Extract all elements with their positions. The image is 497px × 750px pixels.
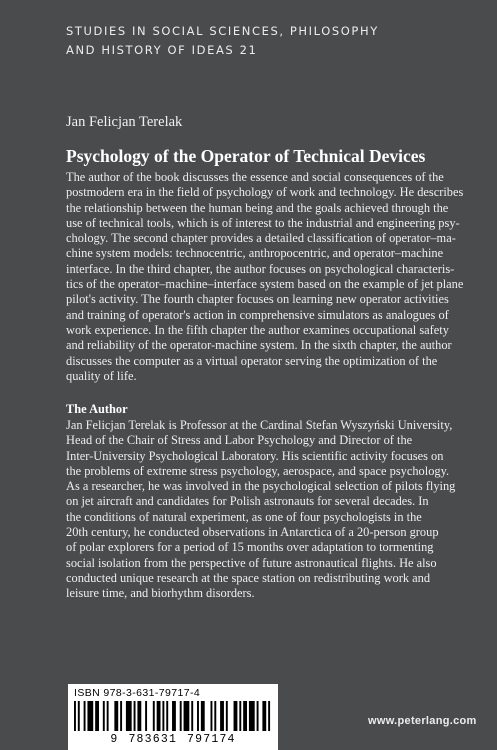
abstract-line: chine system models: technocentric, anthropocentric, and operator–machine <box>66 246 444 261</box>
barcode-bar <box>249 701 255 731</box>
barcode-bar <box>157 701 161 731</box>
barcode-bar <box>74 701 76 731</box>
barcode-bar <box>137 701 141 731</box>
barcode-bar <box>184 701 190 731</box>
isbn-barcode <box>68 684 278 750</box>
barcode-bar <box>257 701 259 731</box>
abstract <box>66 170 476 384</box>
barcode-bar <box>239 701 241 731</box>
barcode-bar <box>78 701 80 731</box>
author-name: Jan Felicjan Terelak <box>66 114 183 130</box>
series-title <box>66 22 466 60</box>
abstract-line: chology. The second chapter provides a detailed classification of operator–ma- <box>66 231 456 246</box>
barcode-bar <box>103 701 105 731</box>
barcode-bar <box>162 701 164 731</box>
barcode-bar <box>134 701 136 731</box>
barcode-bar <box>120 701 122 731</box>
barcode-bar <box>84 701 86 731</box>
bio-line: Jan Felicjan Terelak is Professor at the Cardinal Stefan Wyszyński University, <box>66 418 453 432</box>
abstract-line: The author of the book discusses the essence and social consequences of the <box>66 170 444 184</box>
barcode-bar <box>95 701 99 731</box>
series-line-1: STUDIES IN SOCIAL SCIENCES, PHILOSOPHY <box>66 24 379 38</box>
barcode-bar <box>107 701 109 731</box>
author-section-heading: The Author <box>66 402 128 416</box>
barcode-bar <box>220 701 224 731</box>
isbn-label: ISBN 978-3-631-79717-4 <box>74 687 201 699</box>
author-bio <box>66 418 476 602</box>
abstract-line: use of technical tools, which is of interest to the industrial and engineering psy- <box>66 215 460 230</box>
series-line-2: AND HISTORY OF IDEAS 21 <box>66 43 258 57</box>
abstract-line: pilot's activity. The fourth chapter focuses on learning new operator activities <box>66 292 449 307</box>
barcode-digit-group: 797174 <box>187 733 236 746</box>
barcode-bar <box>126 701 132 731</box>
book-title: Psychology of the Operator of Technical Devices <box>66 146 426 166</box>
barcode-bar <box>197 701 199 731</box>
bio-line: Inter-University Psychological Laboratory. His scientific activity focuses on <box>66 448 444 463</box>
bio-line: 20th century, he conducted observations in Antarctica of a 20-person group <box>66 525 439 540</box>
bio-line: As a researcher, he was involved in the psychological selection of pilots flying <box>66 479 456 494</box>
barcode-bars <box>74 701 272 731</box>
bio-line: on jet aircraft and candidates for Polish astronauts for several decades. In <box>66 494 429 509</box>
barcode-bar <box>214 701 216 731</box>
barcode-bar <box>226 701 228 731</box>
barcode-bar <box>243 701 247 731</box>
barcode-bar <box>114 701 118 731</box>
barcode-bar <box>262 701 266 731</box>
bio-line: the conditions of natural experiment, as one of four psychologists in the <box>66 509 422 524</box>
abstract-line: postmodern era in the field of psychology of work and technology. He describes <box>66 185 464 200</box>
barcode-bar <box>201 701 205 731</box>
barcode-bar <box>268 701 270 731</box>
abstract-line: interface. In the third chapter, the author focuses on psychological characteris- <box>66 261 455 276</box>
barcode-bar <box>153 701 155 731</box>
bio-line: Head of the Chair of Stress and Labor Psychology and Director of the <box>66 433 413 448</box>
abstract-line: and training of operator's action in comprehensive simulators as analogues of <box>66 307 449 322</box>
bio-line: conducted unique research at the space station on redistributing work and <box>66 570 431 585</box>
barcode-bar <box>180 701 182 731</box>
barcode-bar <box>191 701 193 731</box>
barcode-bar <box>145 701 147 731</box>
barcode-digit-group: 9 <box>110 733 119 746</box>
bio-line: the problems of extreme stress psychology, aerospace, and space psychology. <box>66 463 450 478</box>
barcode-digits <box>68 733 278 746</box>
barcode-bar <box>166 701 168 731</box>
abstract-line: the relationship between the human being and the goals achieved through the <box>66 200 449 215</box>
abstract-line: discusses the computer as a virtual operator serving the optimization of the <box>66 353 438 368</box>
barcode-bar <box>172 701 176 731</box>
abstract-line: and reliability of the operator-machine system. In the sixth chapter, the author <box>66 338 452 353</box>
barcode-bar <box>210 701 212 731</box>
publisher-url[interactable]: www.peterlang.com <box>368 715 477 727</box>
abstract-line: tics of the operator–machine–interface system based on the example of jet plane <box>66 277 464 292</box>
abstract-line: quality of life. <box>66 368 137 383</box>
bio-line: social isolation from the perspective of future astronautical flights. He also <box>66 555 437 570</box>
barcode-bar <box>87 701 93 731</box>
barcode-digit-group: 783631 <box>128 733 178 746</box>
bio-line: leisure time, and biorhythm disorders. <box>66 586 255 601</box>
abstract-line: work experience. In the fifth chapter the author examines occupational safety <box>66 322 449 337</box>
bio-line: of polar explorers for a period of 15 months over adaptation to tormenting <box>66 540 434 555</box>
barcode-bar <box>234 701 238 731</box>
